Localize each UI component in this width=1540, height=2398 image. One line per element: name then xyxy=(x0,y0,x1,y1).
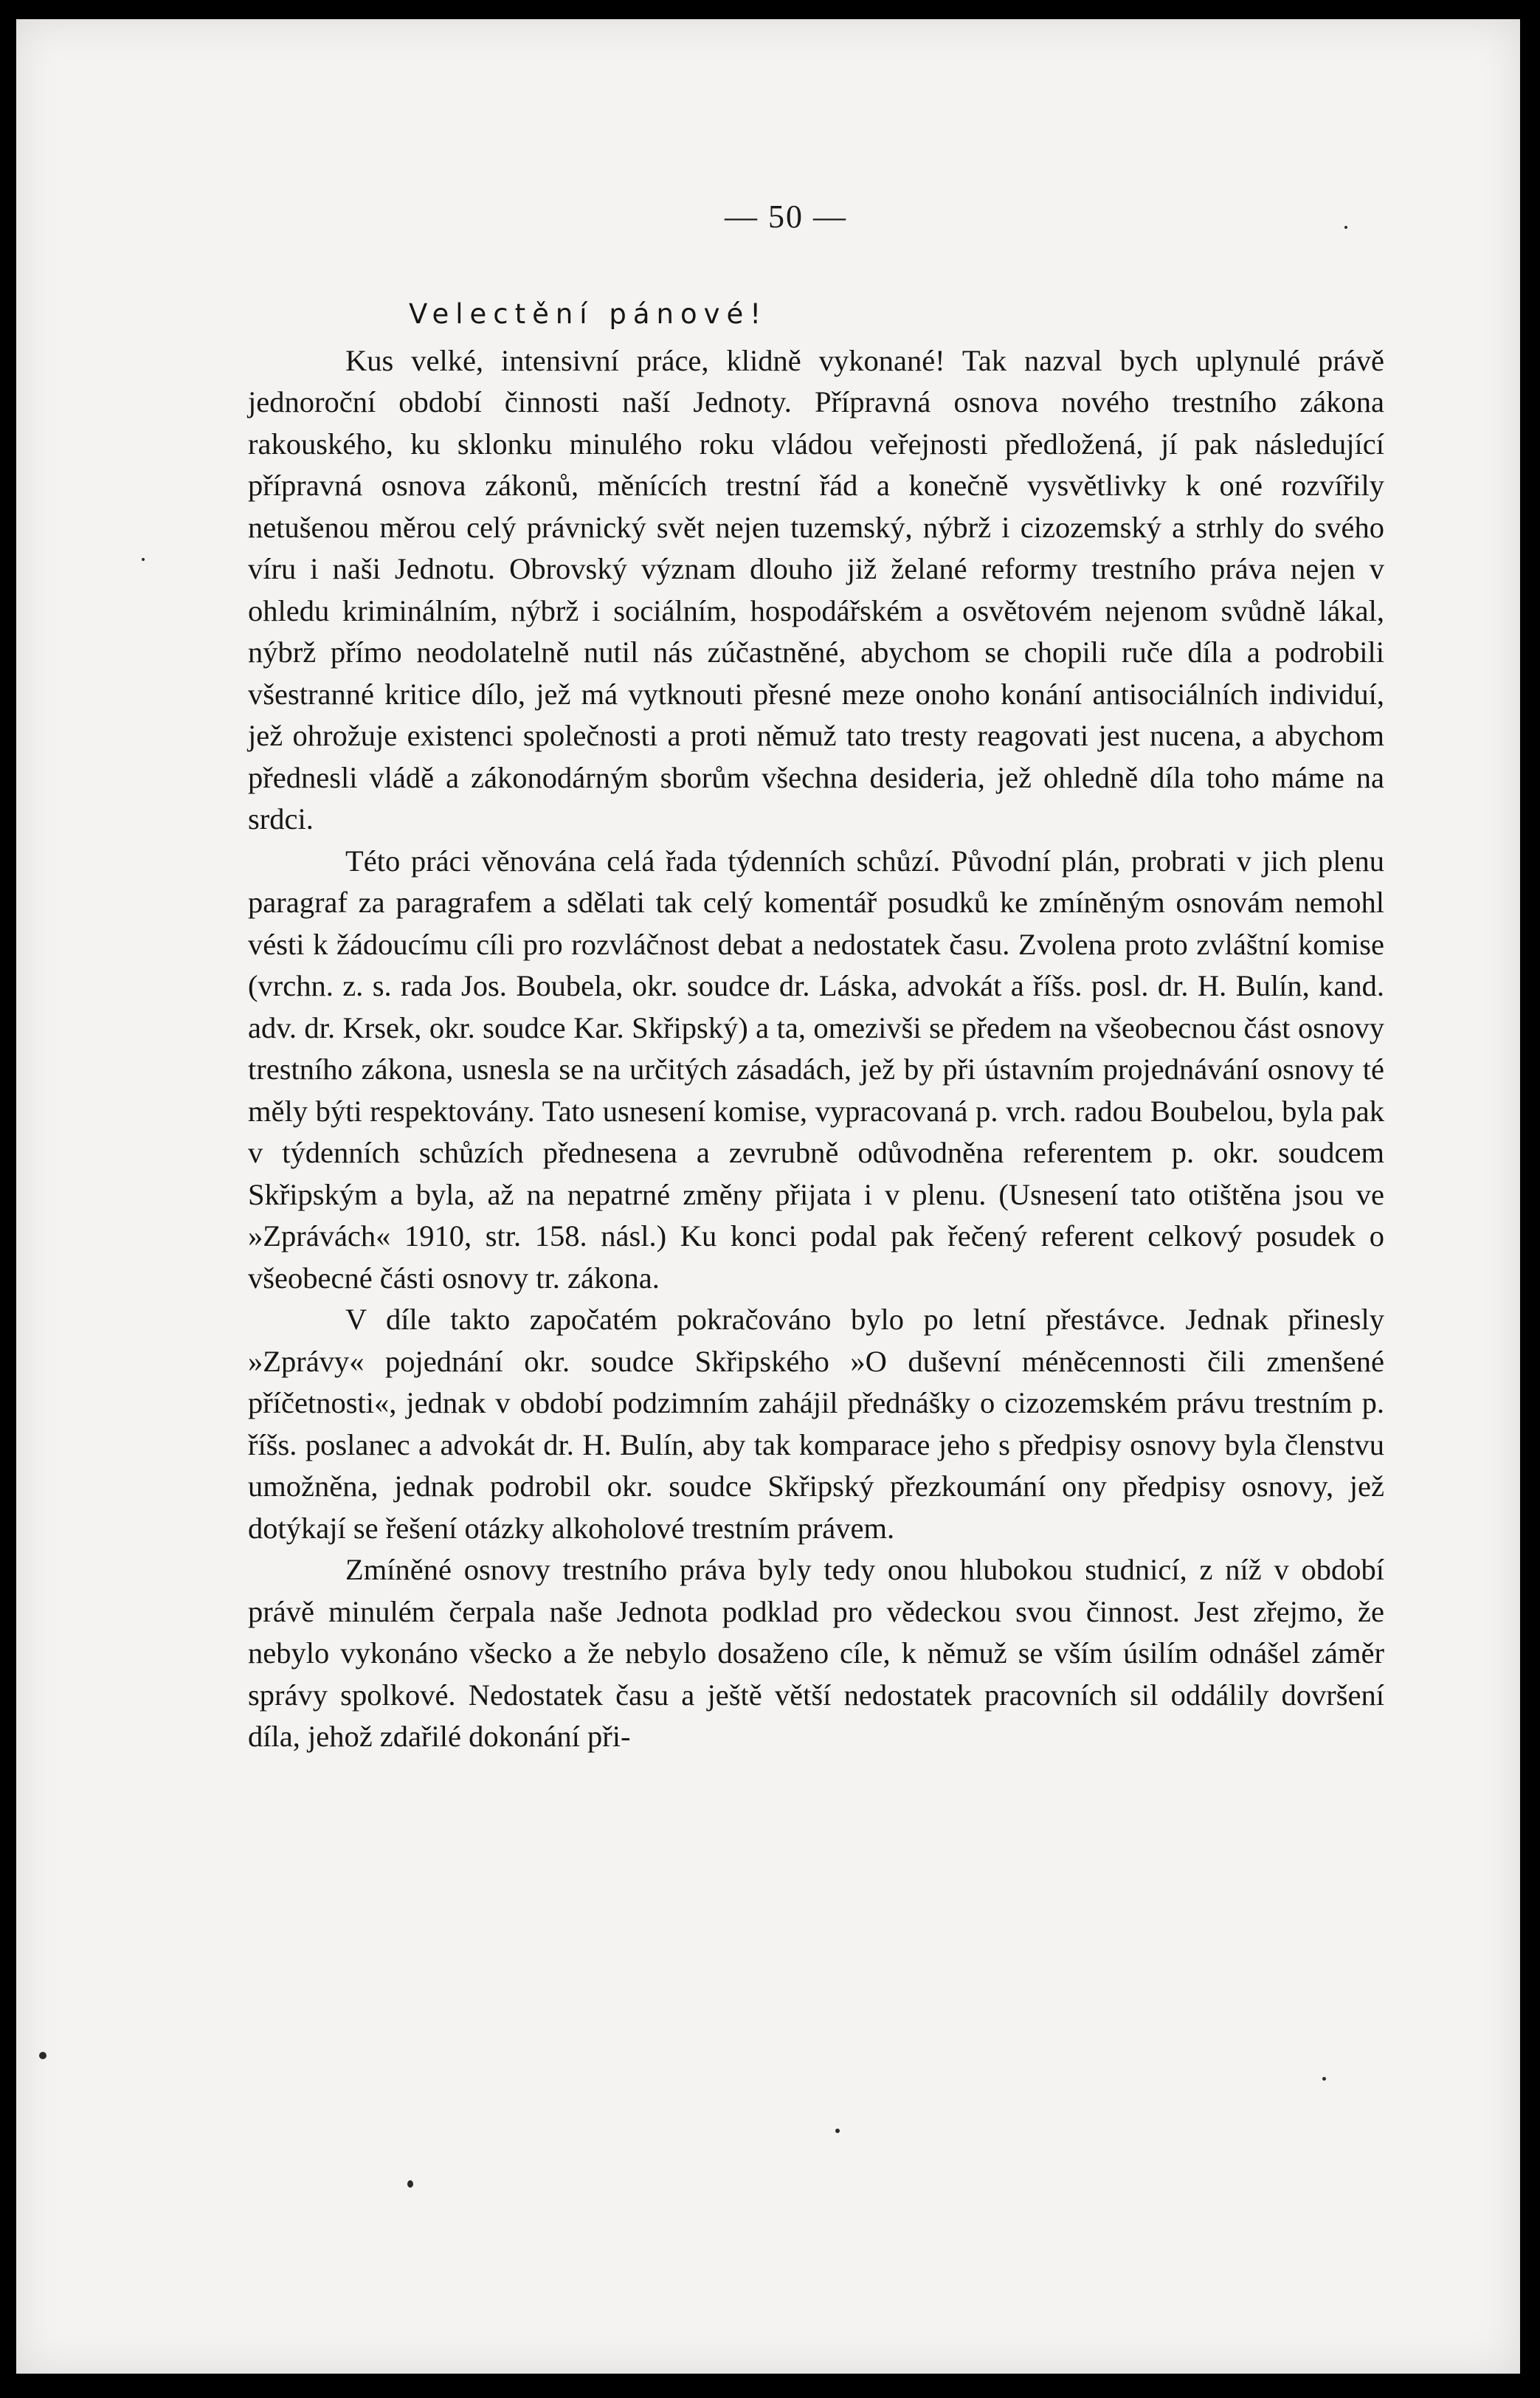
scan-speck xyxy=(407,2180,413,2188)
scan-speck xyxy=(142,558,145,561)
paragraph: V díle takto započatém pokračováno bylo po letní přestávce. Jednak přinesly »Zprávy« pojednání okr. soudce Skřipského »O duševní méněcennosti čili zmenšené příčetnosti«, jednak v období podzimním zahájil přednášky o cizozemském právu trestním p. říšs. poslanec a advokát dr. H. Bulín, aby tak komparace jeho s předpisy osnovy byla členstvu umožněna, jednak podrobil okr. soudce Skřipský přezkoumání ony předpisy osnovy, jež dotýkají se řešení otázky alkoholové trestním právem. xyxy=(248,1303,1384,1545)
paragraph: Zmíněné osnovy trestního práva byly tedy onou hlubokou studnicí, z níž v období právě minulém čerpala naše Jednota podklad pro vědeckou svou činnost. Jest zřejmo, že nebylo vykonáno všecko a že nebylo dosaženo cíle, k němuž se vším úsilím odnášel záměr správy spolkové. Nedostatek času a ještě větší nedostatek pracovních sil oddálily dovršení díla, jehož zdařilé dokonání při- xyxy=(248,1553,1384,1753)
scan-speck xyxy=(39,2052,46,2059)
scan-speck xyxy=(1344,226,1347,229)
scanned-page xyxy=(16,19,1520,2374)
body-text xyxy=(248,294,1384,1758)
paragraph: Této práci věnována celá řada týdenních schůzí. Původní plán, probrati v jich plenu paragraf za paragrafem a sdělati tak celý komentář posudků ke zmíněným osnovám nemohl vésti k žádoucímu cíli pro rozvláčnost debat a nedostatek času. Zvolena proto zvláštní komise (vrchn. z. s. rada Jos. Boubela, okr. soudce dr. Láska, advokát a říšs. posl. dr. H. Bulín, kand. adv. dr. Krsek, okr. soudce Kar. Skřipský) a ta, omezivši se předem na všeobecnou část osnovy trestního zákona, usnesla se na určitých zásadách, jež by při ústavním projednávání osnovy té měly býti respektovány. Tato usnesení komise, vypracovaná p. vrch. radou Boubelou, byla pak v týdenních schůzích přednesena a zevrubně odůvodněna referentem p. okr. soudcem Skřipským a byla, až na nepatrné změny přijata i v plenu. (Usnesení tato otištěna jsou ve »Zprávách« 1910, str. 158. násl.) Ku konci podal pak řečený referent celkový posudek o všeobecné části osnovy tr. zákona. xyxy=(248,844,1384,1295)
page-number: — 50 — xyxy=(725,199,847,235)
scan-speck xyxy=(1322,2077,1326,2081)
scan-speck xyxy=(835,2129,840,2133)
salutation-heading: Velectění pánové! xyxy=(409,298,768,330)
paragraph: Kus velké, intensivní práce, klidně vykonané! Tak nazval bych uplynulé právě jednoroční období činnosti naší Jednoty. Přípravná osnova nového trestního zákona rakouského, ku sklonku minulého roku vládou veřejnosti předložená, jí pak následující přípravná osnova zákonů, měnících trestní řád a konečně vysvětlivky k oné rozvířily netušenou měrou celý právnický svět nejen tuzemský, nýbrž i cizozemský a strhly do svého víru i naši Jednotu. Obrovský význam dlouho již želané reformy trestního práva nejen v ohledu kriminálním, nýbrž i sociálním, hospodářském a osvětovém nejenom svůdně lákal, nýbrž přímo neodolatelně nutil nás zúčastněné, abychom se chopili ruče díla a podrobili všestranné kritice dílo, jež má vytknouti přesné meze onoho konání antisociálních individuí, jež ohrožuje existenci společnosti a proti němuž tato tresty reagovati jest nucena, a abychom přednesli vládě a zákonodárným sborům všechna desideria, jež ohledně díla toho máme na srdci. xyxy=(248,343,1384,835)
